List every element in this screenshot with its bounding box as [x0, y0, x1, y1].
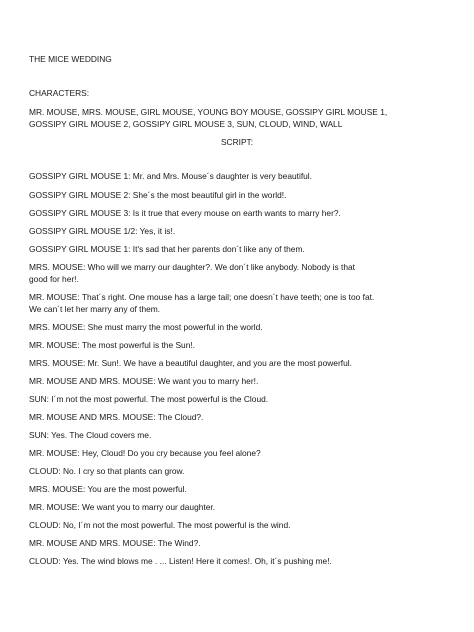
script-line: GOSSIPY GIRL MOUSE 2: She´s the most beautiful girl in the world!. — [29, 190, 287, 200]
script-line: GOSSIPY GIRL MOUSE 3: Is it true that every mouse on earth wants to marry her?. — [29, 208, 341, 218]
script-line: MR. MOUSE AND MRS. MOUSE: We want you to marry her!. — [29, 376, 259, 386]
script-line: MR. MOUSE AND MRS. MOUSE: The Cloud?. — [29, 412, 204, 422]
characters-list-line: MR. MOUSE, MRS. MOUSE, GIRL MOUSE, YOUNG BOY MOUSE, GOSSIPY GIRL MOUSE 1, — [29, 107, 388, 117]
script-line: CLOUD: No, I´m not the most powerful. The most powerful is the wind. — [29, 520, 291, 530]
script-line: CLOUD: Yes. The wind blows me . ... Listen! Here it comes!. Oh, it´s pushing me!. — [29, 556, 332, 566]
script-line: MRS. MOUSE: You are the most powerful. — [29, 484, 187, 494]
characters-list-line: GOSSIPY GIRL MOUSE 2, GOSSIPY GIRL MOUSE 3, SUN, CLOUD, WIND, WALL — [29, 119, 343, 129]
script-line: SUN: I´m not the most powerful. The most powerful is the Cloud. — [29, 394, 269, 404]
script-line: CLOUD: No. I cry so that plants can grow. — [29, 466, 185, 476]
script-line: MRS. MOUSE: Who will we marry our daughter?. We don´t like anybody. Nobody is that — [29, 262, 355, 272]
script-line: MR. MOUSE: Hey, Cloud! Do you cry because you feel alone? — [29, 448, 261, 458]
script-line: MR. MOUSE: That´s right. One mouse has a large tail; one doesn´t have teeth; one is too fat. — [29, 292, 375, 302]
script-line: GOSSIPY GIRL MOUSE 1/2: Yes, it is!. — [29, 226, 176, 236]
script-line: GOSSIPY GIRL MOUSE 1: It's sad that her parents don´t like any of them. — [29, 244, 305, 254]
characters-heading: CHARACTERS: — [29, 88, 90, 98]
script-heading: SCRIPT: — [220, 137, 254, 147]
script-line: MRS. MOUSE: Mr. Sun!. We have a beautiful daughter, and you are the most powerful. — [29, 358, 352, 368]
script-line: MR. MOUSE AND MRS. MOUSE: The Wind?. — [29, 538, 201, 548]
script-line: MRS. MOUSE: She must marry the most powerful in the world. — [29, 322, 263, 332]
document-title: THE MICE WEDDING — [29, 54, 112, 64]
script-line: MR. MOUSE: We want you to marry our daughter. — [29, 502, 216, 512]
script-line: GOSSIPY GIRL MOUSE 1: Mr. and Mrs. Mouse´s daughter is very beautiful. — [29, 171, 312, 181]
script-line: SUN: Yes. The Cloud covers me. — [29, 430, 152, 440]
script-line: We can´t let her marry any of them. — [29, 304, 161, 314]
script-line: MR. MOUSE: The most powerful is the Sun!. — [29, 340, 196, 350]
script-line: good for her!. — [29, 274, 79, 284]
